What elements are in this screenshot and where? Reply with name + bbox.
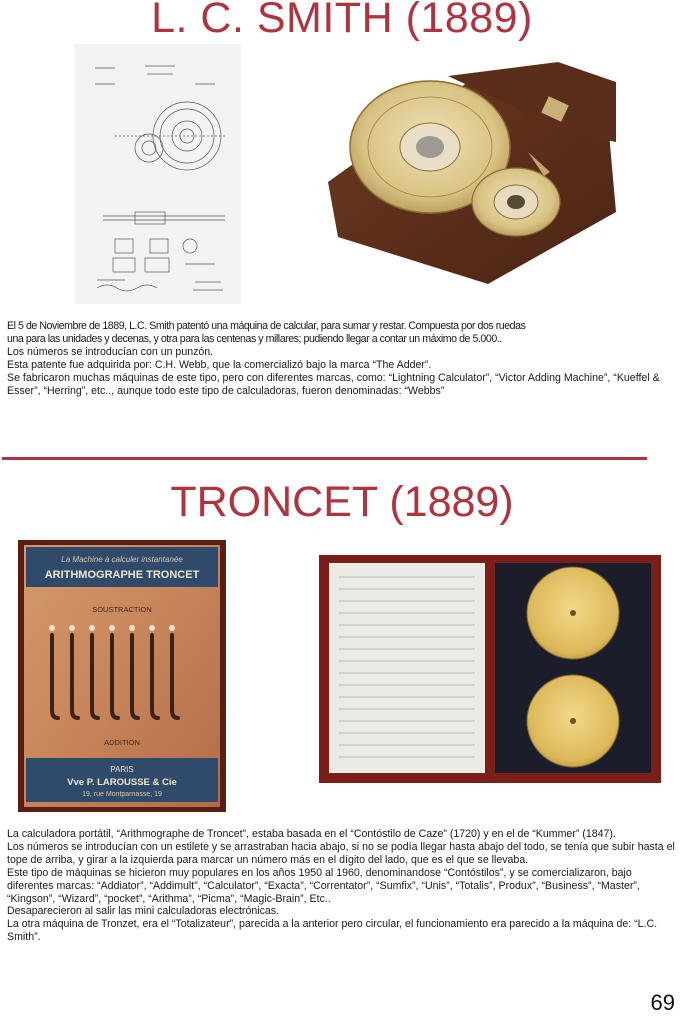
paragraph: El 5 de Noviembre de 1889, L.C. Smith patentó una máquina de calcular, para sumar y restar. Compuesta por dos ruedas <box>7 320 526 332</box>
troncet-description <box>7 828 675 944</box>
troncet-footer-line2: Vve P. LAROUSSE & Cie <box>67 777 177 788</box>
section-title-lc-smith: L. C. SMITH (1889) <box>151 0 533 42</box>
paragraph: Los números se introducían con un punzón. <box>7 345 214 358</box>
paragraph: una para las unidades y decenas, y otra para las centenas y millares; pudiendo llegar a contar un máximo de 5.000.. <box>7 332 502 345</box>
troncet-header-line2: ARITHMOGRAPHE TRONCET <box>44 569 200 581</box>
paragraph: La otra máquina de Tronzet, era el “Totalizateur”, parecida a la anterior pero circular, el funcionamiento era parecido a la máquina de: “L.C. Smith”. <box>7 918 658 944</box>
paragraph: La calculadora portátil, “Arithmographe de Troncet”, estaba basada en el “Contóstilo de Caze” (1720) y en el de “Kummer” (1847). <box>7 828 616 840</box>
troncet-addition: ADDITION <box>104 738 140 747</box>
page-number: 69 <box>650 990 675 1015</box>
paragraph: Este tipo de máquinas se hicieron muy populares en los años 1950 al 1960, denominandose “Contóstilos”, y se comercializaron, bajo diferentes marcas: “Addiator”, “Addimult”, “Calculator”, “Exacta”, “Correntator”, “Sumfix”, “Unis”, “Totalis”, Produx”, “Business”, “Master”, “Kingson”, “Wizard”, “pocket”, “Arithma”, “Picma”, “Magic-Brain”, Etc.. <box>7 866 640 905</box>
totalizateur-photo <box>319 555 661 783</box>
section-title-troncet: TRONCET (1889) <box>170 478 514 526</box>
lc-smith-adder-photo <box>318 62 616 284</box>
paragraph: Esta patente fue adquirida por: C.H. Webb, que la comercializó bajo la marca “The Adder”. <box>7 358 432 371</box>
section-divider <box>2 457 647 460</box>
paragraph: Desaparecieron al salir las mini calculadoras electrónicas. <box>7 905 280 918</box>
troncet-header-line1: La Machine à calculer instantanée <box>61 555 183 564</box>
lc-smith-description <box>7 320 675 397</box>
troncet-footer-line1: PARIS <box>110 765 134 774</box>
arithmographe-troncet-photo <box>18 540 226 812</box>
troncet-footer-line3: 19, rue Montparnasse, 19 <box>82 791 162 798</box>
paragraph: Los números se introducían con un estilete y se arrastraban hacia abajo, si no se podía llegar hasta abajo del todo, se tenía que subir hasta el tope de arriba, y girar a la izquierda para marcar un número más en el dígito del lado, que es el que se llevaba. <box>7 840 675 866</box>
paragraph: Se fabricaron muchas máquinas de este tipo, pero con diferentes marcas, como: “Lightning Calculator”, “Victor Adding Machine”, “Kueffel & Esser”, “Herring”, etc.., aunque todo este tipo de calculadoras, fueron denominadas: “Webbs” <box>7 371 660 397</box>
troncet-soustraction: SOUSTRACTION <box>92 605 152 614</box>
totalizateur-illustration <box>319 555 661 783</box>
patent-drawing-image <box>75 44 241 304</box>
arithmographe-troncet-illustration <box>18 540 226 812</box>
lc-smith-adder-illustration <box>318 62 616 284</box>
patent-drawing-illustration <box>75 44 241 304</box>
